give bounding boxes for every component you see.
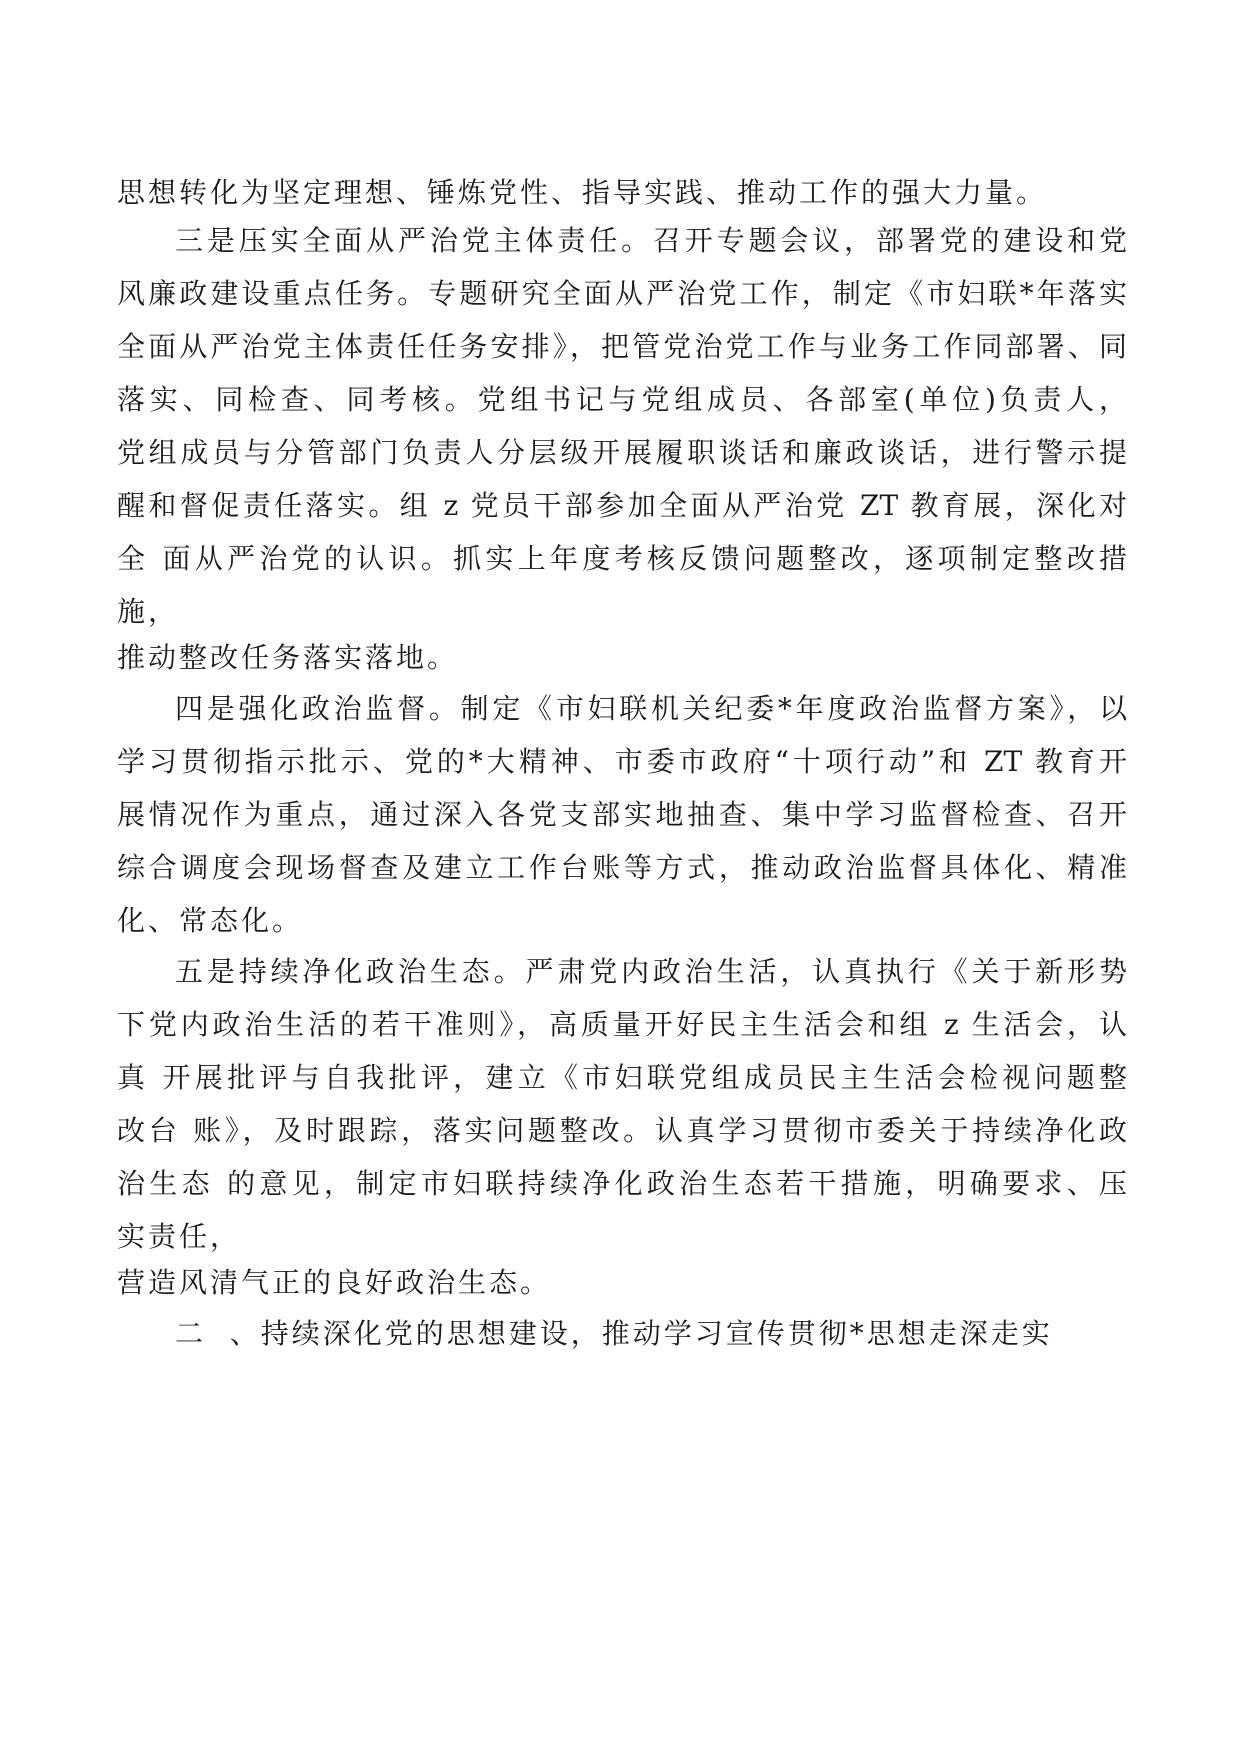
text-line: 改台 账》，及时跟踪，落实问题整改。认真学习贯彻市委关于持续净化政 [117, 1114, 1127, 1147]
paragraph-start-line: 三是压实全面从严治党主体责任。召开专题会议，部署党的建设和党 [175, 224, 1127, 257]
text-line: 施， [117, 595, 180, 628]
text-line: 营造风清气正的良好政治生态。 [117, 1266, 552, 1299]
text-line: 展情况作为重点，通过深入各党支部实地抽查、集中学习监督检查、召开 [117, 798, 1127, 831]
text-line: 推动整改任务落实落地。 [117, 641, 459, 674]
text-line: 综合调度会现场督查及建立工作台账等方式，推动政治监督具体化、精准 [117, 851, 1127, 884]
text-line: 风廉政建设重点任务。专题研究全面从严治党工作，制定《市妇联*年落实 [117, 277, 1127, 310]
section-heading: 二 、持续深化党的思想建设，推动学习宣传贯彻*思想走深走实 [175, 1317, 1053, 1350]
text-line: 思想转化为坚定理想、锤炼党性、指导实践、推动工作的强大力量。 [117, 176, 1048, 209]
text-line: 醒和督促责任落实。组 z 党员干部参加全面从严治党 ZT 教育展，深化对 [117, 489, 1127, 522]
paragraph-start-line: 四是强化政治监督。制定《市妇联机关纪委*年度政治监督方案》，以 [175, 692, 1127, 725]
text-line: 党组成员与分管部门负责人分层级开展履职谈话和廉政谈话，进行警示提 [117, 436, 1127, 469]
text-line: 化、常态化。 [117, 904, 304, 937]
text-line: 全面从严治党主体责任任务安排》，把管党治党工作与业务工作同部署、同 [117, 330, 1127, 363]
paragraph-start-line: 五是持续净化政治生态。严肃党内政治生活，认真执行《关于新形势 [175, 955, 1127, 988]
text-line: 实责任， [117, 1220, 242, 1253]
text-line: 学习贯彻指示批示、党的*大精神、市委市政府“十项行动”和 ZT 教育开 [117, 745, 1127, 778]
text-line: 全 面从严治党的认识。抓实上年度考核反馈问题整改，逐项制定整改措 [117, 542, 1127, 575]
text-line: 下党内政治生活的若干准则》，高质量开好民主生活会和组 z 生活会，认 [117, 1008, 1127, 1041]
text-line: 落实、同检查、同考核。党组书记与党组成员、各部室(单位)负责人， [117, 383, 1127, 416]
text-line: 真 开展批评与自我批评，建立《市妇联党组成员民主生活会检视问题整 [117, 1061, 1127, 1094]
text-line: 治生态 的意见，制定市妇联持续净化政治生态若干措施，明确要求、压 [117, 1167, 1127, 1200]
